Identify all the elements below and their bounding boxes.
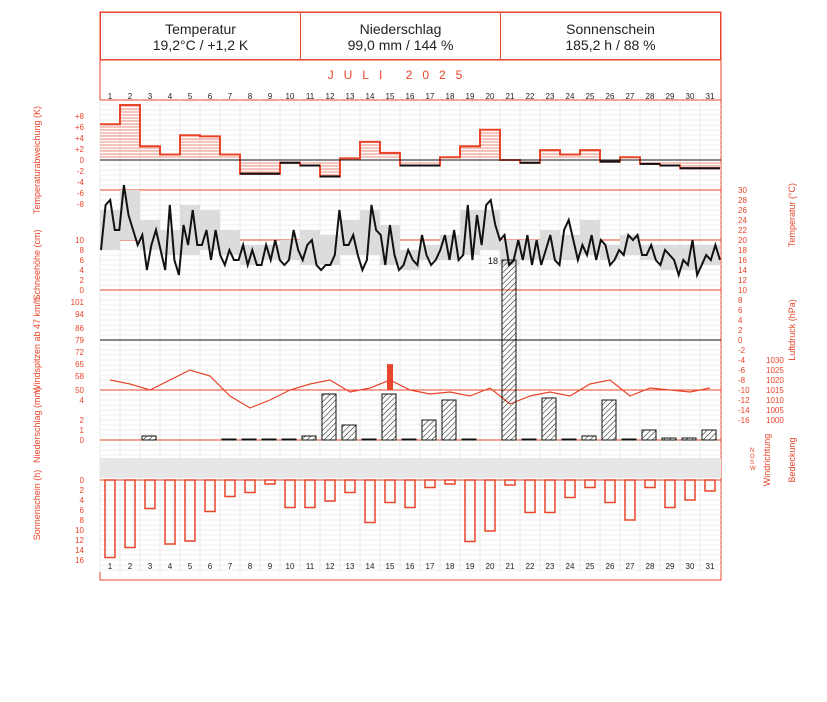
day-label-bottom: 14	[365, 562, 375, 571]
day-label-top: 29	[665, 92, 675, 101]
precip-bar	[222, 439, 236, 440]
pressure-tick: 1005	[766, 406, 784, 415]
day-label-top: 20	[485, 92, 495, 101]
axis-label-temperature: Temperatur (°C)	[787, 182, 797, 248]
temperature-tick: 26	[738, 206, 747, 215]
sunshine-bar	[245, 480, 255, 493]
snow-tick: 0	[79, 286, 84, 295]
day-label-top: 28	[645, 92, 655, 101]
temperature-value: 19,2°C / +1,2 K	[152, 37, 249, 53]
precip-bar	[422, 420, 436, 440]
temp-anomaly-bar	[140, 146, 160, 160]
wind-tick: 79	[75, 336, 84, 345]
sunshine-bar	[385, 480, 395, 503]
day-label-bottom: 9	[267, 562, 273, 571]
winddir-tick: W	[750, 466, 756, 472]
wind-tick: 65	[75, 360, 84, 370]
anomaly-tick: -4	[76, 178, 84, 187]
sunshine-bar	[645, 480, 655, 488]
precip-bar	[682, 438, 696, 440]
temp-anomaly-bar	[680, 160, 700, 168]
pressure-tick: 1000	[766, 416, 784, 425]
temp-anomaly-bar	[360, 142, 380, 160]
axis-label-sun: Sonnenschein (h)	[32, 469, 42, 541]
temperature-tick: 0	[738, 336, 743, 345]
temperature-tick: -4	[738, 356, 746, 365]
sunshine-tick: 10	[75, 526, 84, 535]
precip-bar	[642, 430, 656, 440]
axis-label-temp-anomaly: Temperaturabweichung (K)	[32, 105, 42, 215]
month-title: JULI 2025	[327, 68, 473, 82]
pressure-tick: 1030	[766, 356, 784, 365]
sunshine-bar	[505, 480, 515, 485]
pressure-tick: 1015	[766, 386, 784, 395]
sunshine-bar	[105, 480, 115, 558]
sunshine-value: 185,2 h / 88 %	[565, 37, 656, 53]
day-label-top: 21	[505, 92, 515, 101]
anomaly-tick: -6	[76, 189, 84, 198]
day-label-top: 4	[167, 92, 173, 101]
day-label-top: 31	[705, 92, 715, 101]
day-label-bottom: 19	[465, 562, 475, 571]
temp-anomaly-bar	[200, 136, 220, 160]
snow-tick: 4	[79, 266, 84, 275]
temp-anomaly-bar	[180, 135, 200, 160]
precip-bar	[622, 439, 636, 440]
day-label-top: 22	[525, 92, 535, 101]
day-label-bottom: 23	[545, 562, 555, 571]
temperature-tick: -14	[738, 406, 750, 415]
temperature-tick: 16	[738, 256, 747, 265]
temperature-tick: 10	[738, 286, 747, 295]
day-label-top: 11	[305, 92, 315, 101]
day-label-bottom: 11	[305, 562, 315, 571]
day-label-bottom: 3	[147, 562, 153, 571]
sunshine-tick: 12	[75, 536, 84, 545]
day-label-bottom: 29	[665, 562, 675, 571]
axis-label-wind: Windspitzen ab 47 km/h	[32, 296, 42, 394]
precip-tick: 0	[79, 436, 84, 445]
day-label-bottom: 20	[485, 562, 495, 571]
sunshine-tick: 14	[75, 546, 84, 555]
day-label-bottom: 18	[445, 562, 455, 571]
day-label-bottom: 27	[625, 562, 635, 571]
wind-tick: 50	[75, 386, 84, 395]
temp-anomaly-bar	[260, 160, 280, 174]
day-label-top: 26	[605, 92, 615, 101]
day-label-bottom: 1	[107, 562, 113, 571]
sunshine-title: Sonnenschein	[566, 21, 655, 37]
sunshine-tick: 4	[79, 496, 84, 505]
day-label-bottom: 31	[705, 562, 715, 571]
precip-bar	[702, 430, 716, 440]
wind-tick: 58	[75, 372, 84, 382]
sunshine-tick: 8	[79, 516, 84, 525]
precipitation-title: Niederschlag	[359, 21, 442, 37]
sunshine-tick: 2	[79, 486, 84, 495]
day-label-top: 30	[685, 92, 695, 101]
sunshine-bar	[265, 480, 275, 484]
snow-tick: 10	[75, 236, 84, 245]
day-label-top: 17	[425, 92, 435, 101]
day-label-top: 10	[285, 92, 295, 101]
temperature-title: Temperatur	[165, 21, 236, 37]
temperature-tick: 30	[738, 186, 747, 195]
winddir-tick: N	[750, 448, 755, 454]
temp-range-band	[160, 230, 180, 255]
day-label-top: 7	[227, 92, 233, 101]
day-label-bottom: 7	[227, 562, 233, 571]
sunshine-bar	[145, 480, 155, 509]
day-label-bottom: 12	[325, 562, 335, 571]
axis-label-cloud: Bedeckung	[787, 437, 797, 483]
temp-anomaly-bar	[480, 130, 500, 160]
sunshine-bar	[225, 480, 235, 497]
anomaly-tick: -8	[76, 200, 84, 209]
anomaly-tick: +4	[74, 134, 84, 143]
temperature-tick: 14	[738, 266, 747, 275]
axis-label-snow: Schneehöhe (cm)	[32, 229, 42, 301]
sunshine-bar	[585, 480, 595, 488]
day-label-bottom: 2	[127, 562, 133, 571]
anomaly-tick: +2	[74, 145, 84, 154]
temperature-tick: -12	[738, 396, 750, 405]
day-label-top: 15	[385, 92, 395, 101]
snow-tick: 2	[79, 276, 84, 285]
temp-anomaly-bar	[320, 160, 340, 177]
precip-bar	[602, 400, 616, 440]
day-label-bottom: 30	[685, 562, 695, 571]
precip-bar	[402, 439, 416, 440]
sunshine-tick: 0	[79, 476, 84, 485]
precip-bar	[542, 398, 556, 440]
wind-tick: 101	[70, 298, 84, 308]
temperature-tick: 22	[738, 226, 747, 235]
precip-max-label: 18	[487, 256, 498, 266]
day-label-bottom: 5	[187, 562, 193, 571]
anomaly-tick: +6	[74, 123, 84, 132]
precip-bar	[142, 436, 156, 440]
day-label-bottom: 8	[247, 562, 253, 571]
precip-bar	[382, 394, 396, 440]
sunshine-tick: 6	[79, 506, 84, 515]
anomaly-tick: -2	[76, 167, 84, 176]
snow-tick: 6	[79, 256, 84, 265]
precip-bar	[582, 436, 596, 440]
day-label-top: 5	[187, 92, 193, 101]
day-label-top: 23	[545, 92, 555, 101]
sunshine-tick: 16	[75, 556, 84, 565]
snow-tick: 8	[79, 246, 84, 255]
temperature-tick: 2	[738, 326, 743, 335]
day-label-top: 14	[365, 92, 375, 101]
anomaly-tick: +8	[74, 112, 84, 121]
precip-bar	[242, 439, 256, 440]
anomaly-tick: 0	[79, 156, 84, 165]
temperature-tick: 24	[738, 216, 747, 225]
day-label-bottom: 28	[645, 562, 655, 571]
precip-bar	[562, 439, 576, 440]
day-label-bottom: 21	[505, 562, 515, 571]
pressure-tick: 1025	[766, 366, 784, 375]
day-label-top: 6	[207, 92, 213, 101]
wind-tick: 86	[75, 323, 84, 333]
temperature-tick: -10	[738, 386, 750, 395]
precip-bar	[462, 439, 476, 440]
day-label-bottom: 16	[405, 562, 415, 571]
precip-bar	[322, 394, 336, 440]
precip-bar	[302, 436, 316, 440]
sunshine-bar	[425, 480, 435, 488]
sunshine-bar	[405, 480, 415, 508]
sunshine-bar	[345, 480, 355, 493]
temp-anomaly-bar	[240, 160, 260, 174]
precip-bar	[342, 425, 356, 440]
precip-bar	[362, 439, 376, 440]
day-label-bottom: 13	[345, 562, 355, 571]
temperature-tick: 8	[738, 296, 743, 305]
day-label-top: 12	[325, 92, 335, 101]
sunshine-bar	[285, 480, 295, 508]
day-label-top: 19	[465, 92, 475, 101]
day-label-bottom: 25	[585, 562, 595, 571]
temperature-tick: -16	[738, 416, 750, 425]
day-label-bottom: 22	[525, 562, 535, 571]
axis-label-pressure: Luftdruck (hPa)	[787, 299, 797, 361]
precip-bar	[262, 439, 276, 440]
day-label-top: 2	[127, 92, 133, 101]
temperature-tick: 28	[738, 196, 747, 205]
precip-tick: 4	[79, 396, 84, 405]
day-label-top: 16	[405, 92, 415, 101]
axis-label-precip: Niederschlag (mm)	[32, 386, 42, 464]
temperature-tick: 12	[738, 276, 747, 285]
precip-bar	[522, 439, 536, 440]
temp-anomaly-bar	[100, 124, 120, 160]
temperature-tick: 6	[738, 306, 743, 315]
temp-anomaly-bar	[580, 150, 600, 160]
sunshine-bar	[365, 480, 375, 523]
temp-range-band	[540, 230, 560, 260]
day-label-bottom: 24	[565, 562, 575, 571]
day-label-top: 8	[247, 92, 253, 101]
pressure-tick: 1020	[766, 376, 784, 385]
precipitation-value: 99,0 mm / 144 %	[347, 37, 454, 53]
winddir-tick: S	[750, 460, 755, 466]
temperature-tick: 4	[738, 316, 743, 325]
day-label-bottom: 6	[207, 562, 213, 571]
wind-tick: 72	[75, 348, 84, 358]
winddir-tick: O	[750, 454, 755, 460]
day-label-bottom: 17	[425, 562, 435, 571]
precip-bar	[662, 438, 676, 440]
sunshine-bar	[465, 480, 475, 542]
pressure-tick: 1010	[766, 396, 784, 405]
precip-tick: 2	[79, 416, 84, 425]
temp-anomaly-bar	[380, 153, 400, 160]
precip-bar	[442, 400, 456, 440]
temp-anomaly-bar	[700, 160, 720, 168]
day-label-top: 18	[445, 92, 455, 101]
wind-gust-bar	[387, 364, 393, 390]
day-label-top: 9	[267, 92, 273, 101]
temp-anomaly-bar	[460, 146, 480, 160]
day-label-top: 3	[147, 92, 153, 101]
day-label-top: 25	[585, 92, 595, 101]
precip-bar	[282, 439, 296, 440]
day-label-top: 13	[345, 92, 355, 101]
temperature-tick: 20	[738, 236, 747, 245]
temp-anomaly-bar	[120, 105, 140, 160]
day-label-top: 1	[107, 92, 113, 101]
temperature-tick: -6	[738, 366, 746, 375]
day-label-bottom: 4	[167, 562, 173, 571]
sunshine-bar	[605, 480, 615, 503]
temperature-tick: -8	[738, 376, 746, 385]
sunshine-bar	[665, 480, 675, 508]
cloud-cover-band	[100, 458, 721, 478]
precip-tick: 1	[79, 426, 84, 435]
wind-tick: 94	[75, 310, 84, 320]
temperature-tick: 18	[738, 246, 747, 255]
sunshine-bar	[445, 480, 455, 484]
temp-anomaly-bar	[540, 150, 560, 160]
sunshine-bar	[305, 480, 315, 508]
temperature-tick: -2	[738, 346, 746, 355]
day-label-bottom: 26	[605, 562, 615, 571]
day-label-bottom: 15	[385, 562, 395, 571]
day-label-top: 27	[625, 92, 635, 101]
day-label-top: 24	[565, 92, 575, 101]
precip-bar	[502, 260, 516, 440]
day-label-bottom: 10	[285, 562, 295, 571]
axis-label-winddir: Windrichtung	[762, 433, 772, 487]
